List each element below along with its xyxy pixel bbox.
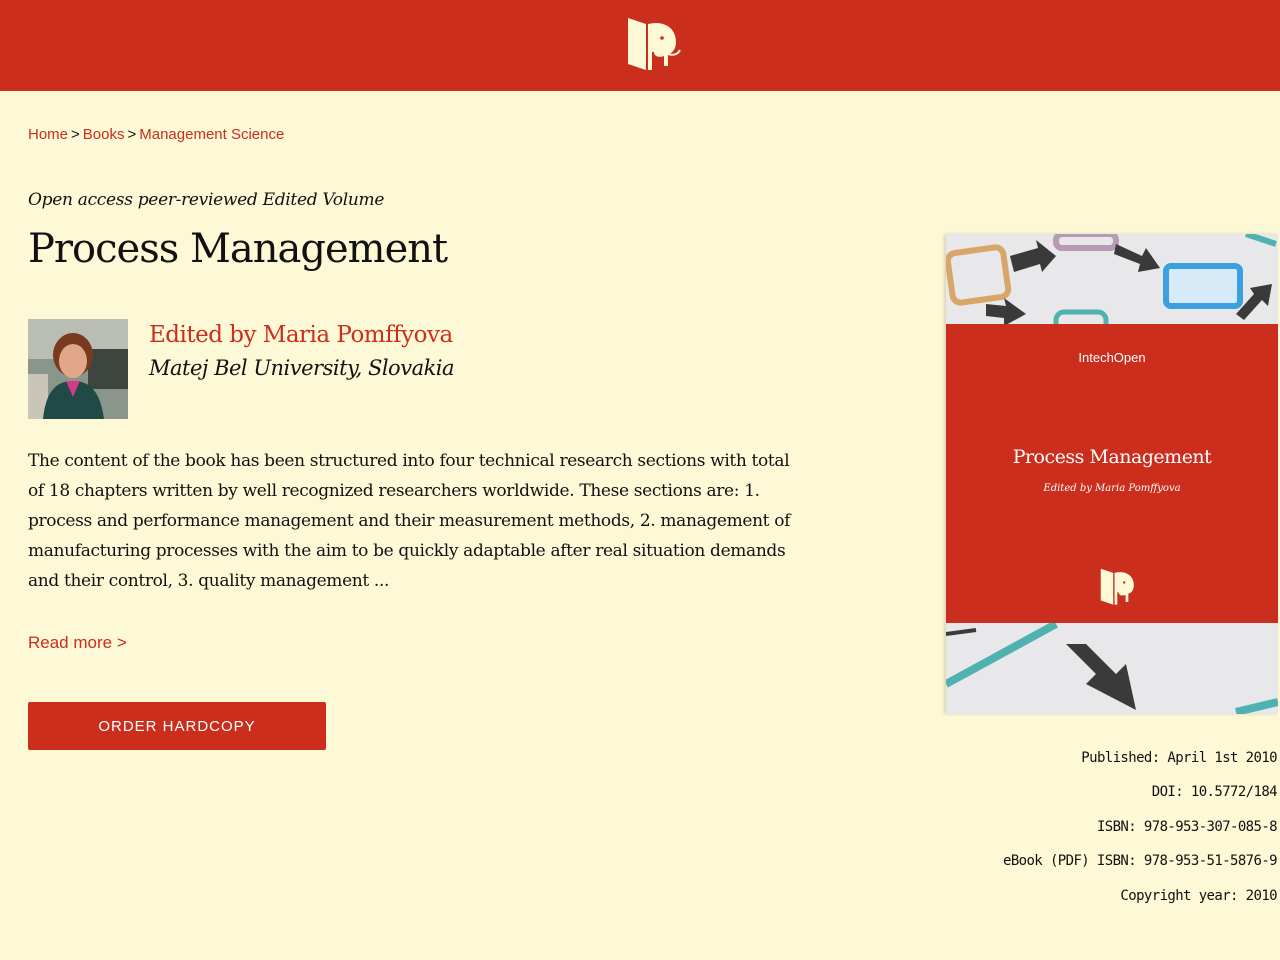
book-description: The content of the book has been structured into four technical research sections with total of 18 chapters written by well recognized researchers worldwide. These sections are: 1. process and performance management and their measurement methods, 2. management of manufacturing processes with the aim to be quickly adaptable after real situation demands and their control, 3. quality management ... [28,451,791,591]
published-date: Published: April 1st 2010 [1081,750,1277,766]
top-header-bar [0,0,1280,91]
breadcrumb-separator: > [71,126,80,143]
editor-affiliation: Matej Bel University, Slovakia [149,356,455,380]
breadcrumb-books-link[interactable]: Books [82,126,125,143]
order-hardcopy-button[interactable]: ORDER HARDCOPY [28,702,326,750]
cover-elephant-logo-icon [1098,566,1138,606]
editor-photo-image [28,319,128,419]
breadcrumb-management-science-link[interactable]: Management Science [139,126,285,143]
cover-editor: Edited by Maria Pomffyova [1043,483,1181,494]
intechopen-elephant-logo-icon[interactable] [624,14,682,72]
copyright-year: Copyright year: 2010 [1120,887,1277,904]
read-more-link[interactable]: Read more > [28,633,127,652]
page-title: Process Management [28,226,448,272]
editor-avatar[interactable] [28,319,128,419]
cover-publisher: IntechOpen [1078,350,1146,365]
breadcrumb-home-link[interactable]: Home [28,126,69,143]
doi: DOI: 10.5772/184 [1151,784,1277,801]
editor-name[interactable]: Edited by Maria Pomffyova [149,322,453,348]
cover-title: Process Management [1012,446,1212,468]
ebook-isbn: eBook (PDF) ISBN: 978-953-51-5876-9 [1002,853,1277,870]
book-type-kicker: Open access peer-reviewed Edited Volume [28,190,385,210]
isbn: ISBN: 978-953-307-085-8 [1096,818,1277,835]
breadcrumb [28,126,284,143]
book-cover[interactable] [946,234,1278,714]
breadcrumb-separator: > [127,126,137,143]
publication-metadata [1003,748,1277,920]
